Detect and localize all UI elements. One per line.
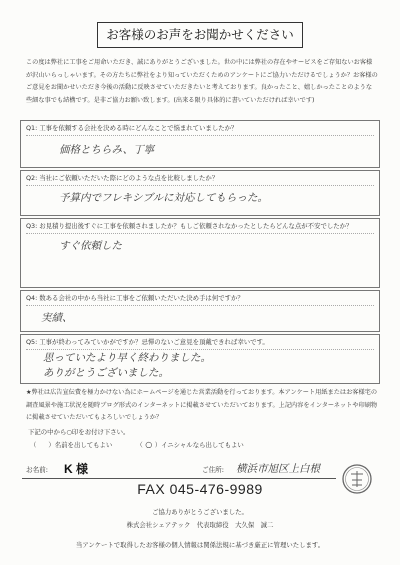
thanks-text: ご協力ありがとうございました。 bbox=[152, 508, 248, 516]
option-initial-ok[interactable] bbox=[136, 440, 243, 450]
divider bbox=[26, 305, 374, 306]
privacy-notice: 当アンケートで取得したお客様の個人情報は関係法規に基づき厳正に管理いたします。 bbox=[75, 541, 325, 549]
divider bbox=[26, 349, 374, 350]
customer-address[interactable]: 横浜市旭区上白根 bbox=[236, 463, 320, 475]
question-1-label: Q1: 工事を依頼する会社を決める時にどんなことで悩まれていましたか？ bbox=[26, 124, 238, 132]
instruction-text: 下記の中から○印をお付け下さい。 bbox=[28, 428, 130, 436]
option-name-ok[interactable] bbox=[30, 440, 112, 450]
paren-close: ） bbox=[154, 441, 162, 449]
paren-open: （ bbox=[136, 441, 143, 449]
customer-info-row bbox=[22, 458, 336, 479]
paren-close: ） bbox=[48, 441, 55, 449]
question-2-label: Q2: 当社にご依頼いただいた際にどのような点を比較しましたか？ bbox=[26, 174, 219, 182]
name-label: お名前: bbox=[26, 466, 49, 474]
divider bbox=[26, 185, 374, 186]
question-3-box bbox=[20, 218, 380, 288]
divider bbox=[26, 233, 374, 234]
address-label: ご住所: bbox=[202, 466, 225, 474]
question-5-label: Q5: 工事が終わってみていかがですか？忌憚のないご意見を頂戴できれば幸いです。 bbox=[26, 338, 269, 346]
customer-name[interactable]: K 様 bbox=[64, 462, 89, 476]
company-signature: 株式会社シェアテック 代表取締役 大久保 誠二 bbox=[126, 521, 274, 529]
publication-notice: ★弊社は広告宣伝費を極力かけない為にホームページを通じた営業活動を行っております。本アンケート用紙またはお客様宅の調査風景や施工状況を随時ブログ形式のインターネットに掲載させていただいております。上記内容をインターネットや印刷物に掲載させていただいてもよろしいでしょうか？ bbox=[26, 389, 378, 421]
question-2-answer[interactable]: 予算内でフレキシブルに対応してもらった。 bbox=[59, 192, 269, 204]
question-3-answer[interactable]: すぐ依頼した bbox=[59, 240, 122, 252]
question-4-answer[interactable]: 実績、 bbox=[41, 312, 73, 324]
option-label: 名前を出してもよい bbox=[54, 441, 113, 449]
question-1-answer[interactable]: 価格とちらみ、丁寧 bbox=[59, 144, 155, 156]
option-label: イニシャルなら出してもよい bbox=[161, 441, 244, 449]
question-5-box bbox=[20, 334, 380, 384]
form-title: お客様のお声をお聞かせください bbox=[97, 22, 303, 48]
question-4-box bbox=[20, 290, 380, 332]
consent-options bbox=[30, 440, 266, 450]
paren-open: （ bbox=[30, 441, 37, 449]
fax-number: FAX 045-476-9989 bbox=[137, 481, 263, 497]
option-mark-circled[interactable]: ○ bbox=[145, 440, 153, 449]
divider bbox=[26, 135, 374, 136]
question-5-answer-line-1[interactable]: 思っていたより早く終わりました。 bbox=[43, 352, 211, 364]
question-3-label: Q3: お見積り提出後すぐに工事を依頼されましたか？もしご依頼されなかったとしたらどんな点が不安でしたか？ bbox=[26, 222, 353, 230]
intro-text: この度は弊社に工事をご用命いただき、誠にありがとうございました。世の中には弊社の存在やサービスをご存知ないお客様が沢山いらっしゃいます。その方たちに弊社をより知っていただくためのアンケートにご協力いただけるでしょうか？お客様のご意見をお聞かせいただき今後の活動に反映させていただきたいと考えております。良かったこと、嬉しかったことのような些細な事でも結構です。是非ご協力お願い致します。(出来る限り具体的に書いていただければ幸いです) bbox=[26, 59, 378, 104]
question-2-box bbox=[20, 170, 380, 216]
question-4-label: Q4: 数ある会社の中から当社に工事をご依頼いただいた決め手は何ですか？ bbox=[26, 294, 244, 302]
question-5-answer-line-2[interactable]: ありがとうございました。 bbox=[43, 367, 169, 379]
question-1-box bbox=[20, 120, 380, 168]
